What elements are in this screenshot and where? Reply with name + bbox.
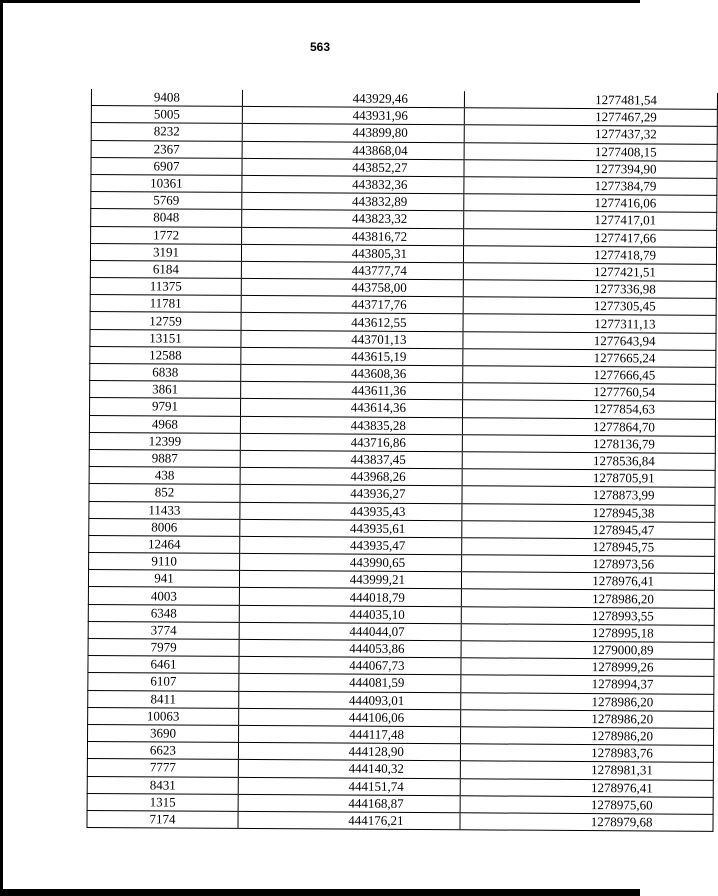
y-coordinate-cell: 1279000,89 (461, 641, 714, 660)
x-coordinate-cell: 443614,36 (241, 399, 463, 418)
x-coordinate-cell: 444117,48 (239, 725, 461, 744)
point-id-cell: 8431 (87, 776, 238, 794)
y-coordinate-cell: 1278986,20 (461, 710, 714, 729)
point-id-cell: 8411 (88, 690, 239, 708)
y-coordinate-cell: 1277481,54 (464, 91, 717, 109)
y-coordinate-cell: 1278973,56 (462, 555, 715, 574)
y-coordinate-cell: 1278986,20 (461, 589, 714, 608)
point-id-cell: 11781 (90, 295, 241, 313)
y-coordinate-cell: 1278945,38 (462, 503, 715, 522)
x-coordinate-cell: 444176,21 (238, 811, 460, 830)
point-id-cell: 3191 (90, 243, 241, 261)
point-id-cell: 9791 (90, 398, 241, 416)
x-coordinate-cell: 443832,36 (242, 175, 464, 194)
point-id-cell: 11375 (90, 278, 241, 296)
point-id-cell: 11433 (89, 501, 240, 519)
y-coordinate-cell: 1277311,13 (463, 314, 716, 333)
scan-border-bottom (0, 889, 640, 896)
point-id-cell: 9110 (89, 553, 240, 571)
x-coordinate-cell: 444140,32 (238, 760, 460, 779)
y-coordinate-cell: 1278975,60 (460, 795, 713, 814)
point-id-cell: 12399 (89, 432, 240, 450)
x-coordinate-cell: 443837,45 (240, 450, 462, 469)
y-coordinate-cell: 1278136,79 (462, 435, 715, 454)
point-id-cell: 941 (88, 570, 239, 588)
x-coordinate-cell: 444168,87 (238, 794, 460, 813)
y-coordinate-cell: 1277408,15 (464, 142, 717, 161)
y-coordinate-cell: 1277305,45 (463, 297, 716, 316)
x-coordinate-cell: 444081,59 (239, 674, 461, 693)
point-id-cell: 10361 (91, 174, 242, 192)
y-coordinate-cell: 1277467,29 (464, 108, 717, 127)
point-id-cell: 2367 (91, 140, 242, 158)
point-id-cell: 1772 (91, 226, 242, 244)
x-coordinate-cell: 444151,74 (238, 777, 460, 796)
x-coordinate-cell: 444035,10 (239, 605, 461, 624)
x-coordinate-cell: 444067,73 (239, 657, 461, 676)
x-coordinate-cell: 443832,89 (242, 193, 464, 212)
y-coordinate-cell: 1278986,20 (461, 692, 714, 711)
y-coordinate-cell: 1278993,55 (461, 606, 714, 625)
y-coordinate-cell: 1277643,94 (463, 331, 716, 350)
x-coordinate-cell: 443931,96 (242, 107, 464, 126)
x-coordinate-cell: 443615,19 (241, 347, 463, 366)
y-coordinate-cell: 1278995,18 (461, 624, 714, 643)
point-id-cell: 7777 (87, 759, 238, 777)
point-id-cell: 6461 (88, 656, 239, 674)
y-coordinate-cell: 1278979,68 (460, 813, 713, 832)
x-coordinate-cell: 443611,36 (241, 382, 463, 401)
y-coordinate-cell: 1278873,99 (462, 486, 715, 505)
x-coordinate-cell: 443608,36 (241, 364, 463, 383)
x-coordinate-cell: 443929,46 (242, 90, 464, 108)
x-coordinate-cell: 444128,90 (238, 743, 460, 762)
point-id-cell: 12759 (90, 312, 241, 330)
point-id-cell: 7174 (87, 810, 238, 828)
y-coordinate-cell: 1277421,51 (463, 263, 716, 282)
y-coordinate-cell: 1277394,90 (464, 160, 717, 179)
point-id-cell: 7979 (88, 638, 239, 656)
point-id-cell: 13151 (90, 329, 241, 347)
point-id-cell: 3861 (90, 381, 241, 399)
y-coordinate-cell: 1278981,31 (460, 761, 713, 780)
point-id-cell: 8232 (91, 123, 242, 141)
coordinates-table (86, 89, 718, 832)
point-id-cell: 10063 (88, 707, 239, 725)
y-coordinate-cell: 1278705,91 (462, 469, 715, 488)
point-id-cell: 3690 (88, 724, 239, 742)
point-id-cell: 6348 (88, 604, 239, 622)
scan-border-top (0, 0, 640, 3)
x-coordinate-cell: 443777,74 (241, 261, 463, 280)
x-coordinate-cell: 443935,61 (240, 519, 462, 538)
point-id-cell: 5005 (91, 106, 242, 124)
x-coordinate-cell: 443758,00 (241, 278, 463, 297)
y-coordinate-cell: 1277417,66 (464, 228, 717, 247)
y-coordinate-cell: 1278983,76 (460, 744, 713, 763)
point-id-cell: 9887 (89, 449, 240, 467)
x-coordinate-cell: 443868,04 (242, 141, 464, 160)
page-number: 563 (309, 40, 331, 54)
x-coordinate-cell: 443717,76 (241, 296, 463, 315)
x-coordinate-cell: 443935,43 (240, 502, 462, 521)
x-coordinate-cell: 444018,79 (239, 588, 461, 607)
y-coordinate-cell: 1277665,24 (463, 349, 716, 368)
y-coordinate-cell: 1278945,47 (462, 520, 715, 539)
point-id-cell: 9408 (91, 89, 242, 107)
point-id-cell: 852 (89, 484, 240, 502)
point-id-cell: 3774 (88, 621, 239, 639)
x-coordinate-cell: 443852,27 (242, 158, 464, 177)
y-coordinate-cell: 1277418,79 (463, 245, 716, 264)
x-coordinate-cell: 443835,28 (240, 416, 462, 435)
point-id-cell: 6838 (90, 363, 241, 381)
y-coordinate-cell: 1277437,32 (464, 125, 717, 144)
x-coordinate-cell: 444093,01 (239, 691, 461, 710)
x-coordinate-cell: 444106,06 (239, 708, 461, 727)
y-coordinate-cell: 1277416,06 (464, 194, 717, 213)
x-coordinate-cell: 443823,32 (242, 210, 464, 229)
table-row (87, 810, 713, 831)
x-coordinate-cell: 443935,47 (240, 536, 462, 555)
y-coordinate-cell: 1277760,54 (463, 383, 716, 402)
y-coordinate-cell: 1278999,26 (461, 658, 714, 677)
y-coordinate-cell: 1278986,20 (461, 727, 714, 746)
x-coordinate-cell: 443701,13 (241, 330, 463, 349)
point-id-cell: 12588 (90, 346, 241, 364)
y-coordinate-cell: 1278976,41 (461, 572, 714, 591)
point-id-cell: 12464 (89, 535, 240, 553)
y-coordinate-cell: 1277384,79 (464, 177, 717, 196)
x-coordinate-cell: 444044,07 (239, 622, 461, 641)
scan-border-left (0, 0, 3, 896)
point-id-cell: 6184 (90, 260, 241, 278)
y-coordinate-cell: 1277864,70 (462, 417, 715, 436)
point-id-cell: 8048 (91, 209, 242, 227)
x-coordinate-cell: 443612,55 (241, 313, 463, 332)
y-coordinate-cell: 1278976,41 (460, 778, 713, 797)
point-id-cell: 1315 (87, 793, 238, 811)
x-coordinate-cell: 443968,26 (240, 468, 462, 487)
point-id-cell: 438 (89, 467, 240, 485)
point-id-cell: 5769 (91, 192, 242, 210)
y-coordinate-cell: 1278536,84 (462, 452, 715, 471)
table-body (87, 89, 717, 831)
point-id-cell: 6107 (88, 673, 239, 691)
point-id-cell: 8006 (89, 518, 240, 536)
point-id-cell: 4003 (88, 587, 239, 605)
point-id-cell: 6623 (87, 742, 238, 760)
y-coordinate-cell: 1277854,63 (463, 400, 716, 419)
x-coordinate-cell: 443816,72 (242, 227, 464, 246)
x-coordinate-cell: 444053,86 (239, 639, 461, 658)
x-coordinate-cell: 443936,27 (240, 485, 462, 504)
y-coordinate-cell: 1278945,75 (462, 538, 715, 557)
x-coordinate-cell: 443899,80 (242, 124, 464, 143)
x-coordinate-cell: 443990,65 (240, 553, 462, 572)
x-coordinate-cell: 443716,86 (240, 433, 462, 452)
x-coordinate-cell: 443805,31 (241, 244, 463, 263)
x-coordinate-cell: 443999,21 (239, 571, 461, 590)
y-coordinate-cell: 1278994,37 (461, 675, 714, 694)
point-id-cell: 4968 (89, 415, 240, 433)
point-id-cell: 6907 (91, 157, 242, 175)
y-coordinate-cell: 1277336,98 (463, 280, 716, 299)
y-coordinate-cell: 1277666,45 (463, 366, 716, 385)
y-coordinate-cell: 1277417,01 (464, 211, 717, 230)
